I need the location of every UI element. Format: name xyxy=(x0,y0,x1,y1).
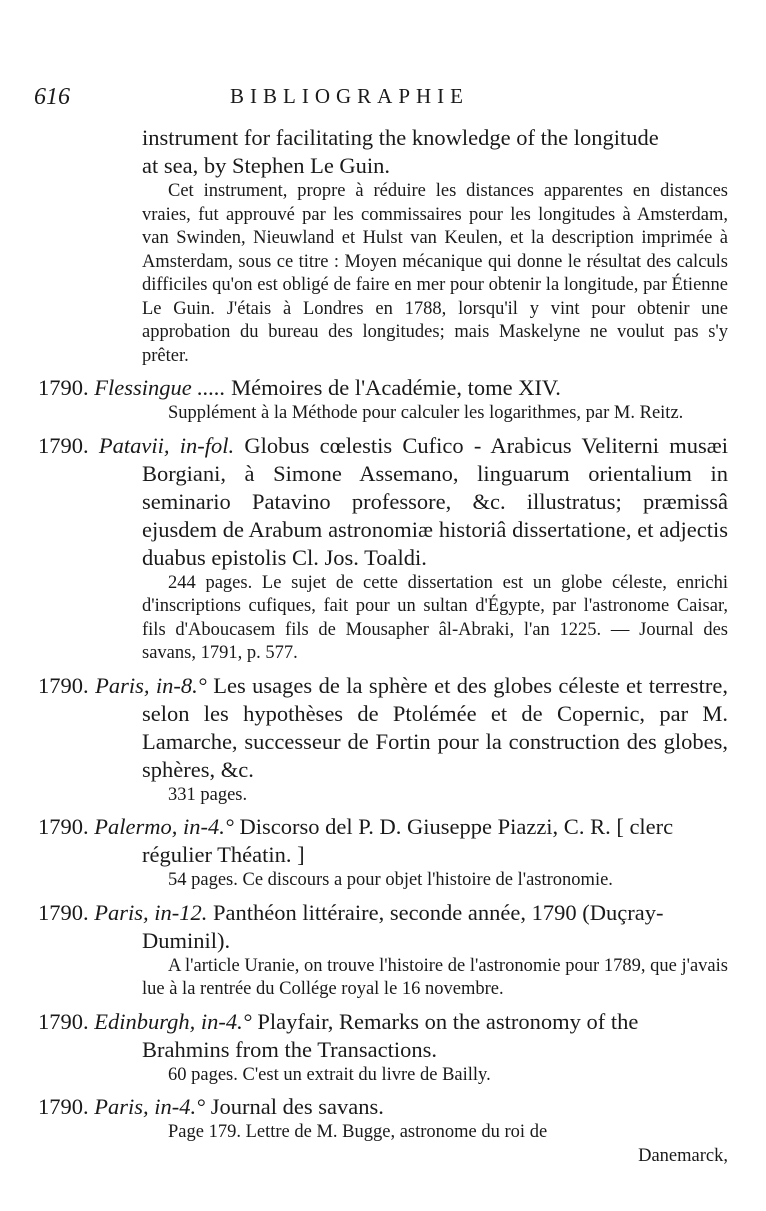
entry-place: Paris, in-4.° xyxy=(94,1094,206,1119)
entry-year: 1790. xyxy=(38,899,89,925)
entry-place: Paris, in-8.° xyxy=(95,672,207,698)
page-number: 616 xyxy=(34,84,70,110)
entry-note: Cet instrument, propre à réduire les distances apparentes en distances vraies, fut approuvé par les commissaires pour les longitudes à Amsterdam, van Swinden, Nieuwland et Hulst van Keulen, et la description imprimée à Amsterdam, sous ce titre : Moyen mécanique qui donne le résultat des calculs difficiles qu'on est obligé de faire en mer pour obtenir la longitude, par Étienne Le Guin. J'étais à Londres en 1788, lorsqu'il y vint pour obtenir une approbation du bureau des longitudes; mais Maskelyne ne voulut pas s'y prêter. xyxy=(142,181,728,366)
entry-main-text xyxy=(38,1008,728,1064)
entry-note: 54 pages. Ce discours a pour objet l'histoire de l'astronomie. xyxy=(168,870,613,890)
entry-year: 1790. xyxy=(38,375,89,400)
entry-note: 60 pages. C'est un extrait du livre de Bailly. xyxy=(168,1064,491,1085)
bibliography-entry xyxy=(38,432,728,666)
catchword: Danemarck, xyxy=(638,1145,728,1166)
entry-year: 1790. xyxy=(38,672,89,698)
entry-title: Globus cœlestis Cufico - Arabicus Veliterni musæi Borgiani, à Simone Assemano, linguarum orientalium in seminario Patavino professore, &c. illustratus; præmissâ ejusdem de Arabum astronomiæ historiâ dissertatione, et adjectis duabus epistolis Cl. Jos. Toaldi. xyxy=(142,432,729,570)
entry-title: Journal des savans. xyxy=(210,1094,384,1119)
entry-main-text xyxy=(38,1093,728,1121)
entry-main-text xyxy=(38,374,728,402)
bibliography-entry xyxy=(38,124,728,368)
entry-note: 331 pages. xyxy=(168,784,248,805)
bibliography-entry xyxy=(38,374,728,426)
bibliography-entry xyxy=(38,813,728,893)
entry-note: A l'article Uranie, on trouve l'histoire de l'astronomie pour 1789, que j'avais lue à la rentrée du Collége royal le 16 novembre. xyxy=(142,955,728,999)
entry-note: Page 179. Lettre de M. Bugge, astronome du roi de xyxy=(168,1122,548,1142)
entry-year: 1790. xyxy=(38,432,89,458)
entry-place: Paris, in-12. xyxy=(94,899,208,925)
entry-main-text: instrument for facilitating the knowledge of the longitude at sea, by Stephen Le Guin. xyxy=(142,125,659,178)
bibliography-entry xyxy=(38,1093,728,1168)
entry-title: Les usages de la sphère et des globes céleste et terrestre, selon les hypothèses de Ptolémée et de Copernic, par M. Lamarche, successeur de Fortin pour la construction des globes, sphères, &c. xyxy=(142,672,729,782)
running-head: BIBLIOGRAPHIE xyxy=(230,84,469,108)
entry-year: 1790. xyxy=(38,1094,89,1119)
bibliography-entry xyxy=(38,672,728,808)
entry-main-text xyxy=(38,432,728,572)
entry-place: Flessingue ..... xyxy=(94,375,226,400)
entry-title: Discorso del P. D. Giuseppe Piazzi, C. R. [ clerc régulier Théatin. ] xyxy=(142,814,674,867)
entry-place: Palermo, in-4.° xyxy=(94,814,234,839)
entry-title: Mémoires de l'Académie, tome XIV. xyxy=(231,375,561,400)
bibliography-entry xyxy=(38,899,728,1002)
entry-main-text xyxy=(38,899,728,955)
entry-year: 1790. xyxy=(38,1008,89,1034)
page-body xyxy=(38,124,728,1168)
entry-note: 244 pages. Le sujet de cette dissertation est un globe céleste, enrichi d'inscriptions cufiques, fait pour un sultan d'Égypte, par l'astronome Caisar, fils d'Aboucasem fils de Mousapher âl-Abraki, l'an 1225. — Journal des savans, 1791, p. 577. xyxy=(142,572,728,663)
entry-place: Edinburgh, in-4.° xyxy=(94,1008,252,1034)
entry-title: Playfair, Remarks on the astronomy of the Brahmins from the Transactions. xyxy=(142,1008,639,1062)
bibliography-entry xyxy=(38,1008,728,1088)
entry-place: Patavii, in-fol. xyxy=(98,432,235,458)
entry-main-text xyxy=(38,813,728,869)
entry-main-text xyxy=(38,672,728,784)
entry-title: Panthéon littéraire, seconde année, 1790 (Duçray-Duminil). xyxy=(142,899,664,953)
entry-note: Supplément à la Méthode pour calculer les logarithmes, par M. Reitz. xyxy=(168,403,684,423)
entry-year: 1790. xyxy=(38,814,89,839)
